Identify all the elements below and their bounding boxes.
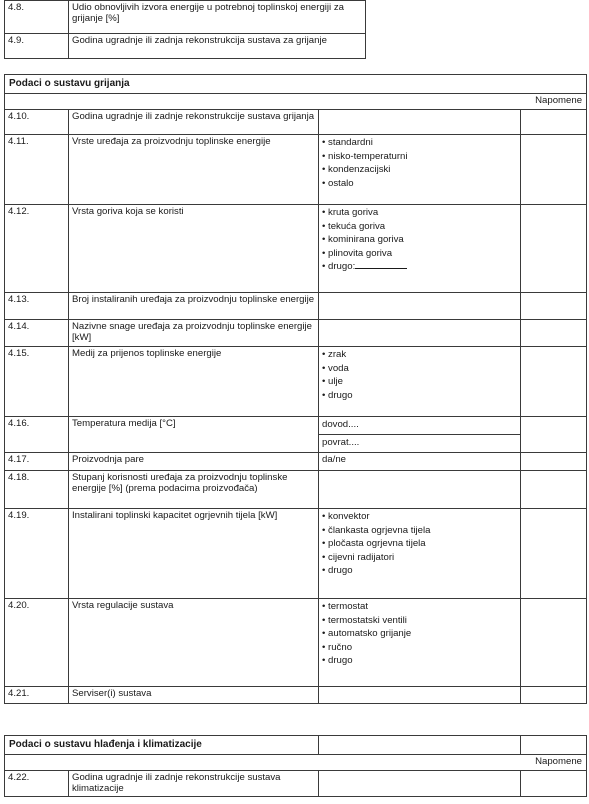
row-label: Temperatura medija [°C] [69,417,319,453]
row-number: 4.12. [5,205,69,293]
option-item[interactable]: • automatsko grijanje [322,627,517,641]
row-label: Stupanj korisnosti uređaja za proizvodnju toplinske energije [%] (prema podacima proizvođača) [69,471,319,509]
yes-no-field[interactable]: da/ne [319,453,521,471]
row-label: Medij za prijenos toplinske energije [69,347,319,417]
option-item[interactable]: • plinovita goriva [322,247,517,261]
row-number: 4.11. [5,135,69,205]
row-4-15 [5,347,587,417]
napomene-row [5,755,587,771]
options-cell [319,599,521,687]
row-number: 4.9. [5,34,69,59]
note-cell[interactable] [521,205,587,293]
note-cell[interactable] [521,110,587,135]
row-4-19 [5,509,587,599]
row-4-10 [5,110,587,135]
note-cell[interactable] [521,509,587,599]
row-number: 4.10. [5,110,69,135]
row-number: 4.22. [5,771,69,797]
row-number: 4.19. [5,509,69,599]
options-cell [319,205,521,293]
row-number: 4.15. [5,347,69,417]
row-number: 4.16. [5,417,69,453]
options-cell [319,347,521,417]
row-number: 4.13. [5,293,69,320]
row-4-18 [5,471,587,509]
row-number: 4.14. [5,320,69,347]
option-item[interactable]: • drugo [322,564,517,578]
cooling-header [5,736,587,755]
note-cell[interactable] [521,347,587,417]
row-4-21 [5,687,587,704]
option-item[interactable]: • standardni [322,136,517,150]
answer-cell[interactable] [319,471,521,509]
note-cell[interactable] [521,417,587,453]
option-item[interactable]: • nisko-temperaturni [322,150,517,164]
section-title: Podaci o sustavu grijanja [5,75,587,94]
option-item[interactable]: • ulje [322,375,517,389]
row-number: 4.20. [5,599,69,687]
row-label: Udio obnovljivih izvora energije u potrebnoj toplinskoj energiji za grijanje [%] [69,1,366,34]
option-item[interactable]: • kondenzacijski [322,163,517,177]
option-item[interactable]: • pločasta ogrjevna tijela [322,537,517,551]
row-4-11 [5,135,587,205]
option-label: drugo: [328,261,356,272]
row-label: Broj instaliranih uređaja za proizvodnju toplinske energije [69,293,319,320]
row-4-13 [5,293,587,320]
row-number: 4.8. [5,1,69,34]
note-cell[interactable] [521,599,587,687]
answer-cell[interactable] [319,293,521,320]
row-4-9 [5,34,366,59]
row-label: Godina ugradnje ili zadnje rekonstrukcije sustava klimatizacije [69,771,319,797]
option-item[interactable]: • termostatski ventili [322,614,517,628]
option-item[interactable]: • zrak [322,348,517,362]
section-title: Podaci o sustavu hlađenja i klimatizacije [5,736,319,755]
row-number: 4.18. [5,471,69,509]
row-label: Godina ugradnje ili zadnje rekonstrukcije sustava grijanja [69,110,319,135]
options-cell [319,509,521,599]
note-cell[interactable] [521,135,587,205]
note-cell[interactable] [521,471,587,509]
options-cell [319,135,521,205]
cooling-table [4,735,587,797]
row-label: Serviser(i) sustava [69,687,319,704]
answer-cell[interactable] [319,110,521,135]
option-item[interactable]: • voda [322,362,517,376]
row-label: Godina ugradnje ili zadnja rekonstrukcija sustava za grijanje [69,34,366,59]
option-item[interactable]: • drugo [322,389,517,403]
note-cell[interactable] [521,453,587,471]
heating-table [4,74,587,704]
napomene-label: Napomene [521,755,587,771]
row-4-22 [5,771,587,797]
row-4-20 [5,599,587,687]
row-label: Instalirani toplinski kapacitet ogrjevnih tijela [kW] [69,509,319,599]
option-item[interactable]: • člankasta ogrjevna tijela [322,524,517,538]
top-table [4,0,366,59]
option-item[interactable]: • konvektor [322,510,517,524]
heating-header [5,75,587,94]
return-temp-field[interactable]: povrat.... [319,435,521,453]
row-4-17 [5,453,587,471]
row-label: Vrsta goriva koja se koristi [69,205,319,293]
option-item[interactable]: • ručno [322,641,517,655]
option-item[interactable]: • kominirana goriva [322,233,517,247]
row-4-12 [5,205,587,293]
row-number: 4.17. [5,453,69,471]
answer-cell[interactable] [319,771,521,797]
row-number: 4.21. [5,687,69,704]
option-item[interactable]: • ostalo [322,177,517,191]
note-cell[interactable] [521,771,587,797]
answer-cell[interactable] [319,320,521,347]
option-item[interactable]: • termostat [322,600,517,614]
note-cell[interactable] [521,293,587,320]
option-item[interactable]: • drugo [322,654,517,668]
row-label: Proizvodnja pare [69,453,319,471]
option-item[interactable]: • tekuća goriva [322,220,517,234]
napomene-row [5,94,587,110]
option-item[interactable]: • cijevni radijatori [322,551,517,565]
fill-in-line[interactable] [355,260,407,269]
note-cell[interactable] [521,320,587,347]
row-4-8 [5,1,366,34]
row-label: Nazivne snage uređaja za proizvodnju toplinske energije [kW] [69,320,319,347]
row-label: Vrste uređaja za proizvodnju toplinske energije [69,135,319,205]
note-cell[interactable] [521,687,587,704]
napomene-label: Napomene [521,94,587,110]
answer-cell[interactable] [319,687,521,704]
row-4-16-dovod [5,417,587,435]
option-item-other[interactable] [322,260,517,274]
supply-temp-field[interactable]: dovod.... [319,417,521,435]
row-label: Vrsta regulacije sustava [69,599,319,687]
option-item[interactable]: • kruta goriva [322,206,517,220]
row-4-14 [5,320,587,347]
